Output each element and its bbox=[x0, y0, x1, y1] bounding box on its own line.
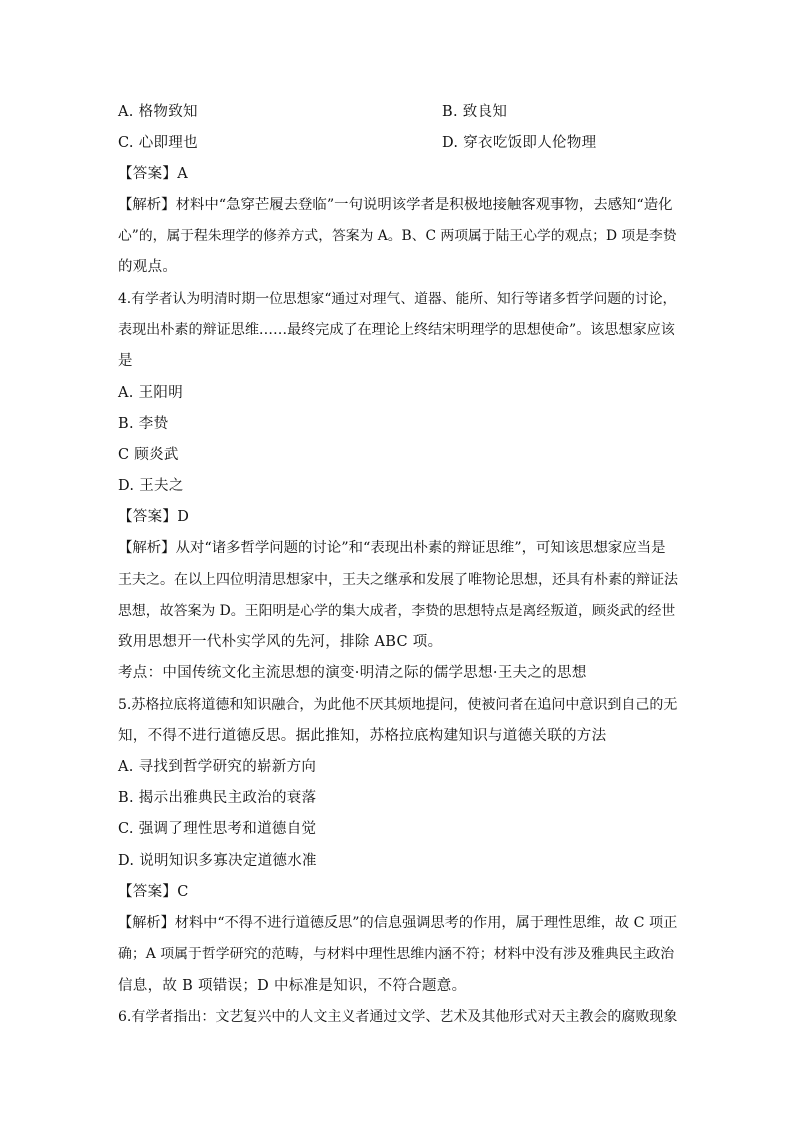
q4-analysis-line: 王夫之。在以上四位明清思想家中，王夫之继承和发展了唯物论思想，还具有朴素的辩证法 bbox=[118, 572, 678, 588]
q5-option-c: C. 强调了理性思考和道德自觉 bbox=[118, 821, 317, 837]
q4-analysis-line: 致用思想开一代朴实学风的先河，排除 ABC 项。 bbox=[118, 634, 443, 650]
q6-stem-line: 6.有学者指出：文艺复兴中的人文主义者通过文学、艺术及其他形式对天主教会的腐败现象 bbox=[118, 1009, 678, 1025]
q4-answer: 【答案】D bbox=[118, 509, 190, 525]
q5-stem-line: 知，不得不进行道德反思。据此推知，苏格拉底构建知识与道德关联的方法 bbox=[118, 728, 607, 744]
q5-analysis-line: 确；A 项属于哲学研究的范畴，与材料中理性思维内涵不符；材料中没有涉及雅典民主政治 bbox=[118, 946, 675, 962]
q3-analysis-line: 心”的，属于程朱理学的修养方式，答案为 A。B、C 两项属于陆王心学的观点；D 项是李贽 bbox=[118, 228, 677, 244]
q5-answer: 【答案】C bbox=[118, 884, 189, 900]
q3-analysis-line: 【解析】材料中“急穿芒履去登临”一句说明该学者是积极地接触客观事物，去感知“造化 bbox=[118, 197, 673, 213]
q5-option-a: A. 寻找到哲学研究的崭新方向 bbox=[118, 759, 317, 775]
q4-option-d: D. 王夫之 bbox=[118, 478, 184, 494]
q3-option-a: A. 格物致知 bbox=[118, 104, 198, 120]
q4-analysis-line: 思想，故答案为 D。王阳明是心学的集大成者，李贽的思想特点是离经叛道，顾炎武的经世 bbox=[118, 603, 676, 619]
q5-option-d: D. 说明知识多寡决定道德水准 bbox=[118, 853, 317, 869]
q3-option-d: D. 穿衣吃饭即人伦物理 bbox=[442, 135, 597, 151]
q5-analysis-line: 【解析】材料中“不得不进行道德反思”的信息强调思考的作用，属于理性思维，故 C 项正 bbox=[118, 915, 678, 931]
q3-answer: 【答案】A bbox=[118, 166, 188, 182]
q5-option-b: B. 揭示出雅典民主政治的衰落 bbox=[118, 790, 317, 806]
q4-stem-line: 是 bbox=[118, 353, 133, 369]
q4-option-a: A. 王阳明 bbox=[118, 385, 183, 401]
q4-stem-line: 4.有学者认为明清时期一位思想家“通过对理气、道器、能所、知行等诸多哲学问题的讨论， bbox=[118, 291, 677, 307]
q4-analysis-line: 【解析】从对“诸多哲学问题的讨论”和“表现出朴素的辩证思维”，可知该思想家应当是 bbox=[118, 540, 666, 556]
q3-option-b: B. 致良知 bbox=[442, 104, 508, 120]
q4-stem-line: 表现出朴素的辩证思维……最终完成了在理论上终结宋明理学的思想使命”。该思想家应该 bbox=[118, 322, 675, 338]
q5-stem-line: 5.苏格拉底将道德和知识融合，为此他不厌其烦地提问，使被问者在追问中意识到自己的无 bbox=[118, 697, 678, 713]
q4-option-c: C 顾炎武 bbox=[118, 447, 179, 463]
q5-analysis-line: 信息，故 B 项错误；D 中标准是知识，不符合题意。 bbox=[118, 978, 467, 994]
q3-analysis-line: 的观点。 bbox=[118, 259, 178, 275]
q4-option-b: B. 李贽 bbox=[118, 416, 169, 432]
q4-kaodian: 考点：中国传统文化主流思想的演变·明清之际的儒学思想·王夫之的思想 bbox=[118, 665, 587, 681]
q3-option-c: C. 心即理也 bbox=[118, 135, 198, 151]
